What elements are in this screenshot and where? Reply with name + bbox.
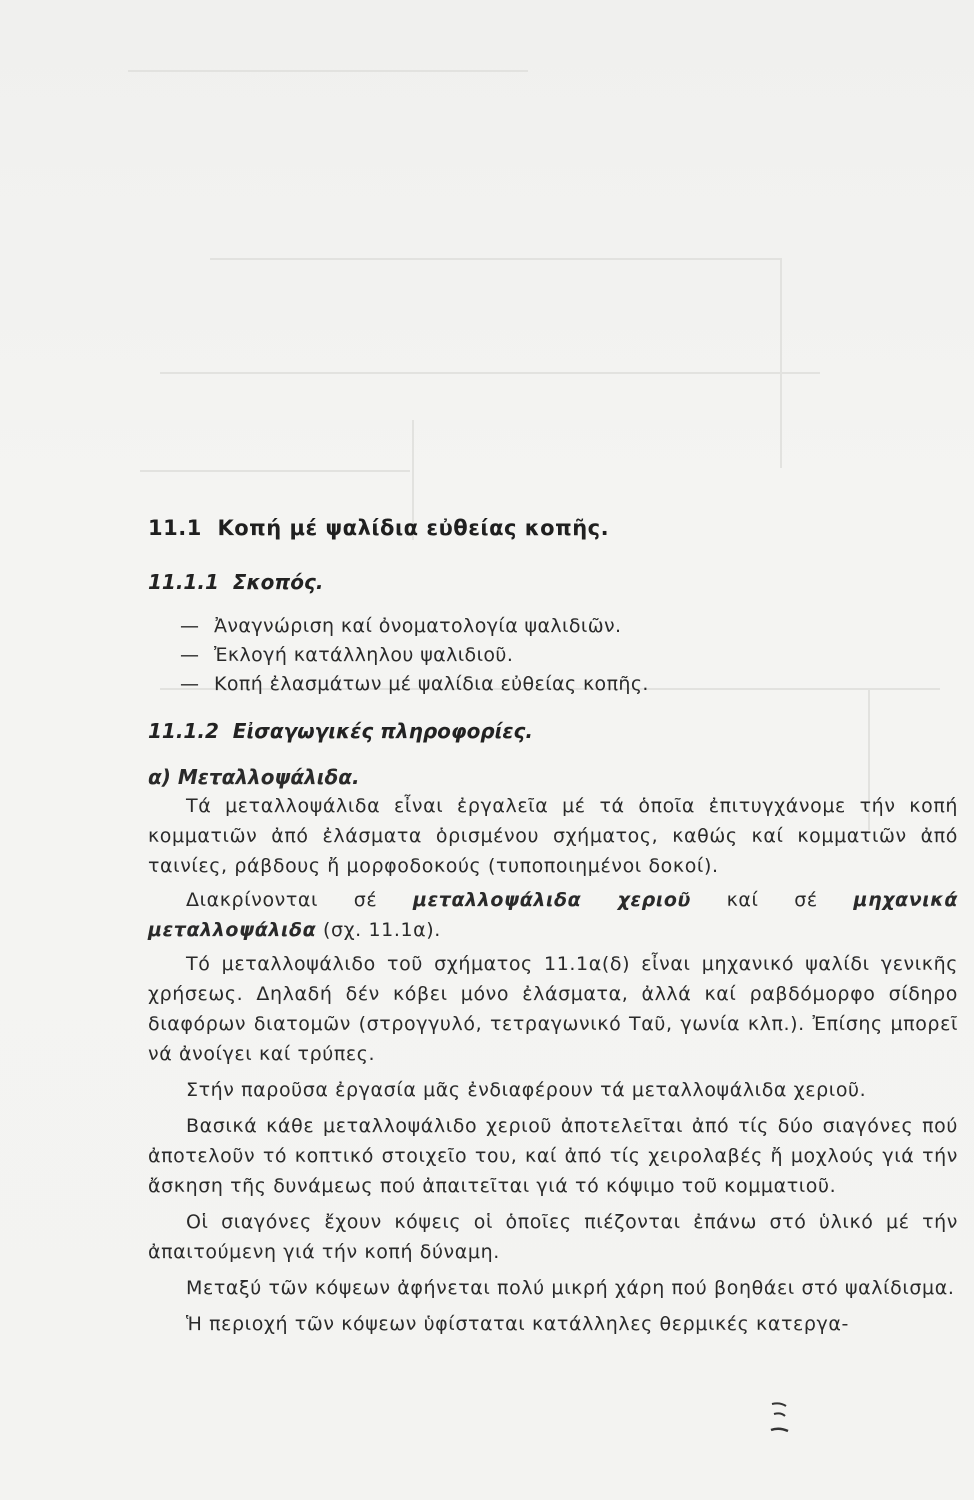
paragraph: Οἱ σιαγόνες ἔχουν κόψεις οἱ ὁποῖες πιέζονται ἐπάνω στό ὑλικό μέ τήν ἀπαιτούμενη γιά τήν κοπή δύναμη.	[148, 1211, 958, 1263]
intro-number: 11.1.2	[148, 719, 219, 743]
bleed-through-line	[128, 70, 528, 72]
page-content	[148, 516, 958, 1339]
section-number: 11.1	[148, 516, 202, 540]
aim-list	[180, 612, 958, 699]
figure-reference: (σχ. 11.1α).	[322, 919, 441, 941]
paragraph: Ἡ περιοχή τῶν κόψεων ὑφίσταται κατάλληλες θερμικές κατεργα-	[186, 1313, 849, 1335]
paragraph: Βασικά κάθε μεταλλοψάλιδο χεριοῦ ἀποτελεῖται ἀπό τίς δύο σιαγόνες πού ἀποτελοῦν τό κοπτικό στοιχεῖο του, καί ἀπό τίς χειρολαβές ἤ μοχλούς γιά τήν ἄσκηση τῆς δυνάμεως πού ἀπαιτεῖται γιά τό κόψιμο τοῦ κομματιοῦ.	[148, 1115, 958, 1197]
paragraph	[148, 885, 958, 945]
list-item	[180, 641, 958, 670]
emphasis-term: μεταλλοψάλιδα χεριοῦ	[413, 889, 691, 911]
aim-number: 11.1.1	[148, 570, 219, 594]
pen-mark-icon	[768, 1400, 790, 1440]
list-item	[180, 612, 958, 641]
aim-item-text: Ἀναγνώριση καί ὀνοματολογία ψαλιδιῶν.	[214, 615, 622, 637]
aim-title: Σκοπός.	[232, 570, 324, 594]
paragraph: Στήν παροῦσα ἐργασία μᾶς ἐνδιαφέρουν τά μεταλλοψάλιδα χεριοῦ.	[186, 1079, 867, 1101]
intro-title: Εἰσαγωγικές πληροφορίες.	[232, 719, 534, 743]
aim-item-text: Κοπή ἐλασμάτων μέ ψαλίδια εὐθείας κοπῆς.	[214, 673, 649, 695]
bleed-through-line	[140, 470, 410, 472]
paragraph-text: Διακρίνονται σέ	[186, 889, 378, 911]
intro-heading	[148, 719, 958, 743]
subsection-title: Μεταλλοψάλιδα.	[177, 765, 360, 789]
section-title: Κοπή μέ ψαλίδια εὐθείας κοπῆς.	[217, 516, 610, 540]
subsection-label: α)	[148, 765, 171, 789]
bleed-through-line	[160, 372, 820, 374]
subsection-heading	[148, 763, 958, 791]
dash-bullet: —	[180, 673, 200, 695]
emphasis-term: μηχανικά μεταλλοψάλιδα	[148, 889, 958, 941]
paragraph: Τό μεταλλοψάλιδο τοῦ σχήματος 11.1α(δ) εἶναι μηχανικό ψαλίδι γενικῆς χρήσεως. Δηλαδή δέν κόβει μόνο ἐλάσματα, ἀλλά καί ραβδόμορφο σίδηρο διαφόρων διατομῶν (στρογγυλό, τετραγωνικό Ταῦ, γωνία κλπ.). Ἐπίσης μπορεῖ νά ἀνοίγει καί τρύπες.	[148, 953, 958, 1065]
paragraph: Μεταξύ τῶν κόψεων ἀφήνεται πολύ μικρή χάρη πού βοηθάει στό ψαλίδισμα.	[186, 1277, 955, 1299]
paragraph: Τά μεταλλοψάλιδα εἶναι ἐργαλεῖα μέ τά ὁποῖα ἐπιτυγχάνομε τήν κοπή κομματιῶν ἀπό ἐλάσματα ὁρισμένου σχήματος, καθώς καί κομματιῶν ἀπό ταινίες, ράβδους ἤ μορφοδοκούς (τυποποιημένοι δοκοί).	[148, 795, 958, 877]
aim-heading	[148, 570, 958, 594]
bleed-through-line	[210, 258, 780, 260]
paragraph-text: καί σέ	[726, 889, 818, 911]
list-item	[180, 670, 958, 699]
section-heading	[148, 516, 958, 540]
bleed-through-line	[780, 258, 782, 468]
dash-bullet: —	[180, 644, 200, 666]
dash-bullet: —	[180, 615, 200, 637]
aim-item-text: Ἐκλογή κατάλληλου ψαλιδιοῦ.	[214, 644, 514, 666]
